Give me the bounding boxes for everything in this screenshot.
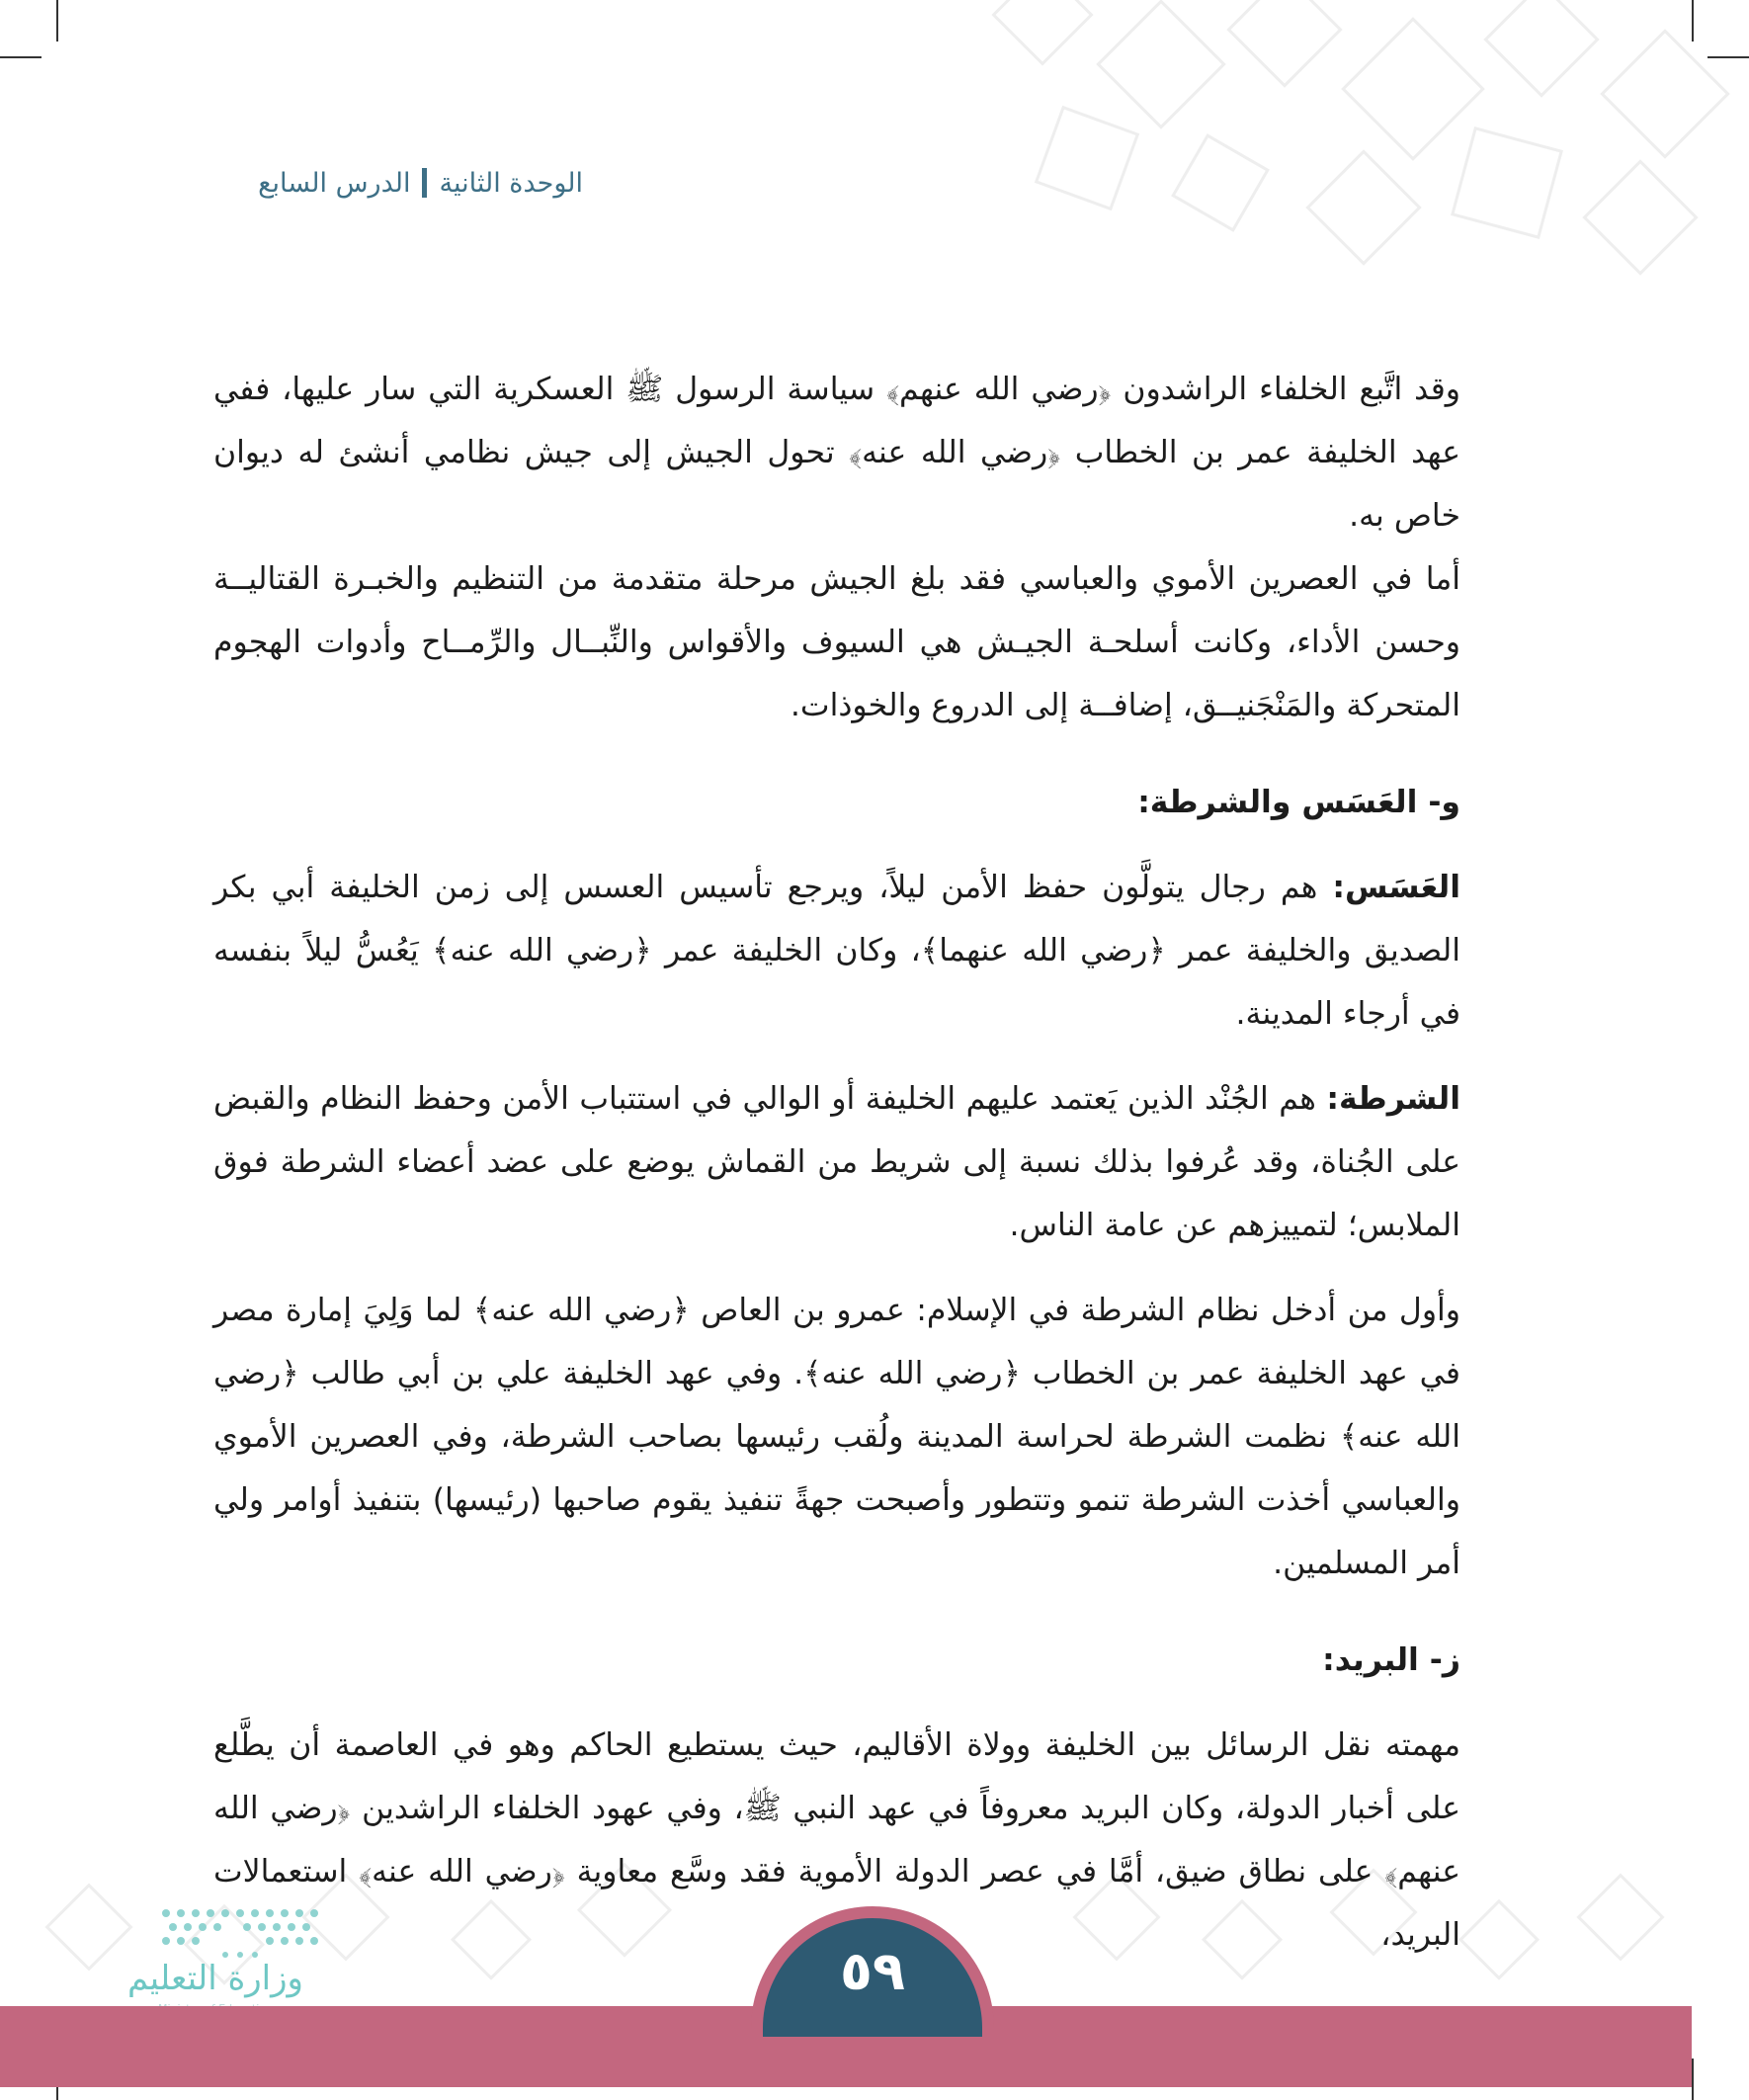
page-header xyxy=(208,158,583,208)
paragraph-shurta xyxy=(213,1067,1460,1257)
term-shurta: الشرطة: xyxy=(1326,1081,1460,1117)
ministry-name-arabic: وزارة التعليم xyxy=(127,1959,303,1998)
header-unit: الوحدة الثانية xyxy=(439,167,583,199)
header-lesson: الدرس السابع xyxy=(258,167,411,199)
paragraph-army-1: وقد اتَّبع الخلفاء الراشدون ﴿رضي الله عنهم﴾ سياسة الرسول ﷺ العسكرية التي سار عليها، ففي عهد الخليفة عمر بن الخطاب ﴿رضي الله عنه﴾ تحول الجيش إلى جيش نظامي أنشئ له ديوان خاص به. xyxy=(213,372,1460,534)
paragraph-barid: مهمته نقل الرسائل بين الخليفة وولاة الأقاليم، حيث يستطيع الحاكم وهو في العاصمة أن يطَّلع على أخبار الدولة، وكان البريد معروفاً في عهد النبي ﷺ، وفي عهود الخلفاء الراشدين ﴿رضي الله عنهم﴾ على نطاق ضيق، أمَّا في عصر الدولة الأموية فقد وسَّع معاوية ﴿رضي الله عنه﴾ استعمالات البريد، xyxy=(213,1727,1460,1953)
paragraph-shurta-history: وأول من أدخل نظام الشرطة في الإسلام: عمرو بن العاص ﴿رضي الله عنه﴾ لما وَلِيَ إمارة مصر في عهد الخليفة عمر بن الخطاب ﴿رضي الله عنه﴾. وفي عهد الخليفة علي بن أبي طالب ﴿رضي الله عنه﴾ نظمت الشرطة لحراسة المدينة ولُقب رئيسها بصاحب الشرطة، وفي العصرين الأموي والعباسي أخذت الشرطة تنمو وتتطور وأصبحت جهةً تنفيذ يقوم صاحبها (رئيسها) بتنفيذ أوامر ولي أمر المسلمين. xyxy=(213,1293,1460,1581)
page-content xyxy=(213,358,1460,1967)
section-heading-barid: ز- البريد: xyxy=(1322,1642,1460,1678)
crop-mark xyxy=(56,0,58,42)
paragraph-asas xyxy=(213,856,1460,1046)
decorative-pattern-top xyxy=(949,0,1749,296)
page-number-badge-inner xyxy=(763,1918,982,2037)
crop-mark xyxy=(0,56,42,58)
page-number: ٥٩ xyxy=(840,1940,905,2002)
text-asas: هم رجال يتولَّون حفظ الأمن ليلاً، ويرجع تأسيس العسس إلى زمن الخليفة أبي بكر الصديق والخليفة عمر ﴿رضي الله عنهما﴾، وكان الخليفة عمر ﴿رضي الله عنه﴾ يَعُسُّ ليلاً بنفسه في أرجاء المدينة. xyxy=(213,870,1460,1032)
logo-dots-icon xyxy=(156,1903,324,1963)
term-asas: العَسَس: xyxy=(1332,870,1460,905)
crop-mark xyxy=(1692,2058,1694,2100)
paragraph-army-2: أما في العصرين الأموي والعباسي فقد بلغ الجيش مرحلة متقدمة من التنظيم والخبـرة القتاليــة وحسن الأداء، وكانت أسلحـة الجيـش هي السيوف والأقواس والنِّبــال والرِّمــاح وأدوات الهجوم المتحركة والمَنْجَنيــق، إضافــة إلى الدروع والخوذات. xyxy=(213,561,1460,723)
section-heading-asas: و- العَسَس والشرطة: xyxy=(1137,785,1460,820)
text-shurta: هم الجُنْد الذين يَعتمد عليهم الخليفة أو الوالي في استتباب الأمن وحفظ النظام والقبض على الجُناة، وقد عُرفوا بذلك نسبة إلى شريط من القماش يوضع على عضد أعضاء الشرطة فوق الملابس؛ لتمييزهم عن عامة الناس. xyxy=(213,1081,1460,1243)
header-separator xyxy=(422,168,427,198)
